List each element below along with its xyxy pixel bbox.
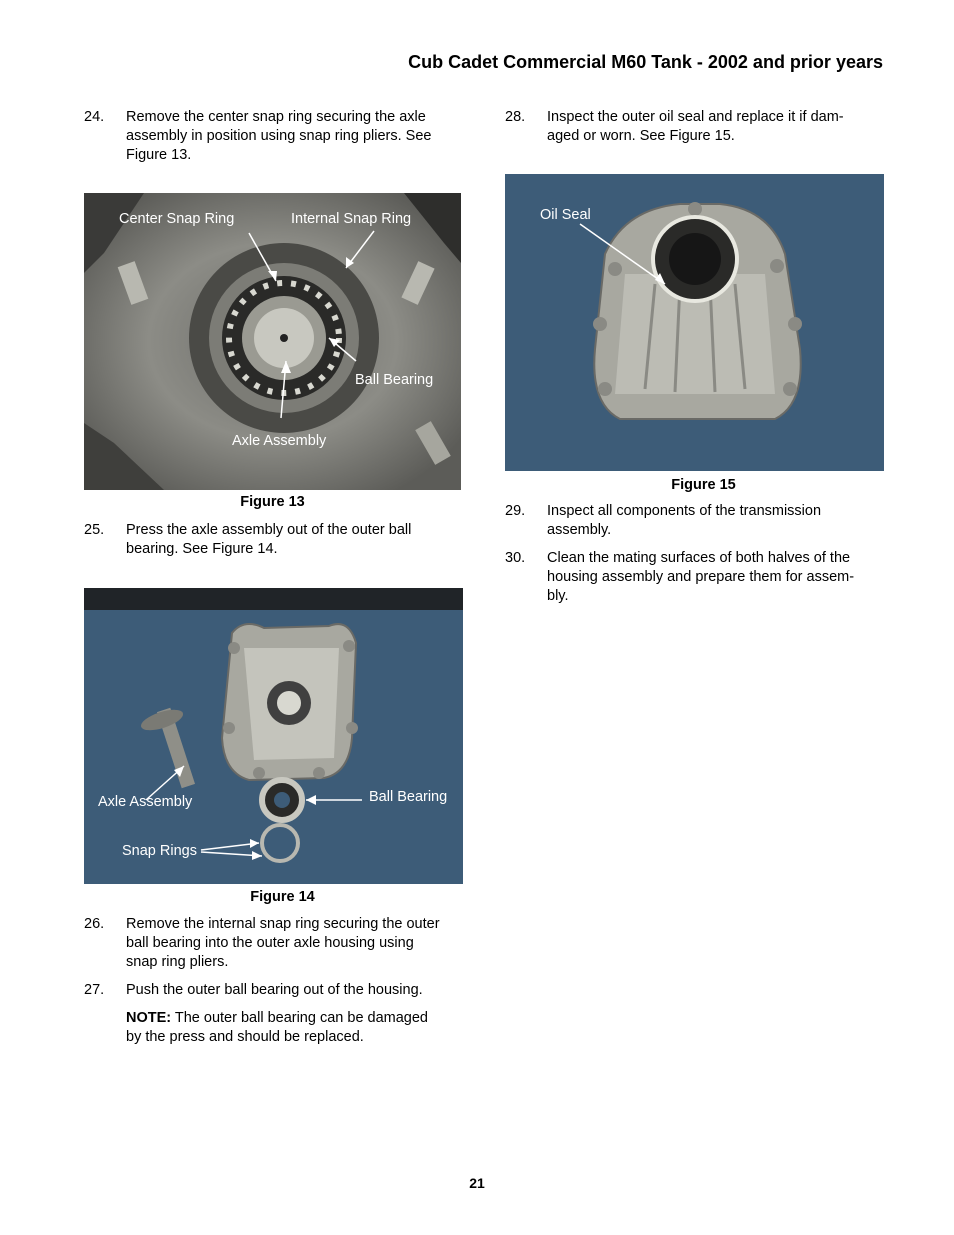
- step-number: 30.: [505, 550, 526, 566]
- page-number: 21: [469, 1175, 485, 1191]
- step-line: aged or worn. See Figure 15.: [547, 128, 735, 144]
- step-text: [547, 502, 821, 540]
- step-number: 28.: [505, 109, 526, 125]
- step-line: Clean the mating surfaces of both halves of the: [547, 550, 851, 566]
- step-line: assembly.: [547, 522, 612, 538]
- step-27: [84, 981, 474, 1003]
- step-number: 26.: [84, 916, 105, 932]
- step-line: Inspect all components of the transmission: [547, 503, 822, 519]
- label-snap-rings: Snap Rings: [122, 843, 197, 859]
- step-line: Inspect the outer oil seal and replace it if dam-: [547, 109, 844, 125]
- step-number: 25.: [84, 522, 105, 538]
- step-24: [84, 108, 474, 168]
- note-line: by the press and should be replaced.: [126, 1029, 364, 1045]
- figure-14-photo: [84, 588, 463, 884]
- step-text: [126, 108, 431, 165]
- label-center-snap-ring: Center Snap Ring: [119, 211, 235, 227]
- label-ball-bearing: Ball Bearing: [355, 372, 434, 388]
- step-text: [547, 108, 844, 146]
- step-line: assembly in position using snap ring pliers. See: [126, 128, 432, 144]
- step-30: [505, 549, 895, 609]
- step-line: housing assembly and prepare them for assem-: [547, 569, 855, 585]
- figure-15-photo: [505, 174, 884, 471]
- step-28: [505, 108, 895, 148]
- label-oil-seal: Oil Seal: [540, 207, 591, 223]
- figure-13-photo: [84, 193, 461, 490]
- step-text: [126, 521, 411, 559]
- step-line: bearing. See Figure 14.: [126, 541, 278, 557]
- step-line: Press the axle assembly out of the outer ball: [126, 522, 412, 538]
- step-number: 24.: [84, 109, 105, 125]
- note-label: NOTE:: [126, 1010, 172, 1026]
- step-number: 29.: [505, 503, 526, 519]
- step-line: Remove the center snap ring securing the axle: [126, 109, 426, 125]
- step-29: [505, 502, 895, 542]
- step-line: Figure 13.: [126, 147, 192, 163]
- label-axle-assembly: Axle Assembly: [98, 794, 193, 810]
- page-title: Cub Cadet Commercial M60 Tank - 2002 and prior years: [408, 52, 883, 72]
- figure-15-caption: Figure 15: [671, 477, 736, 493]
- label-internal-snap-ring: Internal Snap Ring: [291, 211, 412, 227]
- step-26: [84, 915, 474, 975]
- note-27: [126, 1009, 476, 1047]
- figure-13-caption: Figure 13: [240, 494, 305, 510]
- step-line: Push the outer ball bearing out of the housing.: [126, 982, 423, 998]
- step-text: [547, 549, 854, 606]
- label-axle-assembly: Axle Assembly: [232, 433, 327, 449]
- figure-14-caption: Figure 14: [250, 889, 315, 905]
- step-number: 27.: [84, 982, 105, 998]
- step-text: [126, 915, 440, 972]
- step-text: [126, 981, 423, 1000]
- step-25: [84, 521, 474, 561]
- note-line: The outer ball bearing can be damaged: [171, 1010, 428, 1026]
- step-line: Remove the internal snap ring securing the outer: [126, 916, 440, 932]
- step-line: bly.: [547, 588, 569, 604]
- label-ball-bearing: Ball Bearing: [369, 789, 448, 805]
- step-line: snap ring pliers.: [126, 954, 229, 970]
- step-line: ball bearing into the outer axle housing using: [126, 935, 414, 951]
